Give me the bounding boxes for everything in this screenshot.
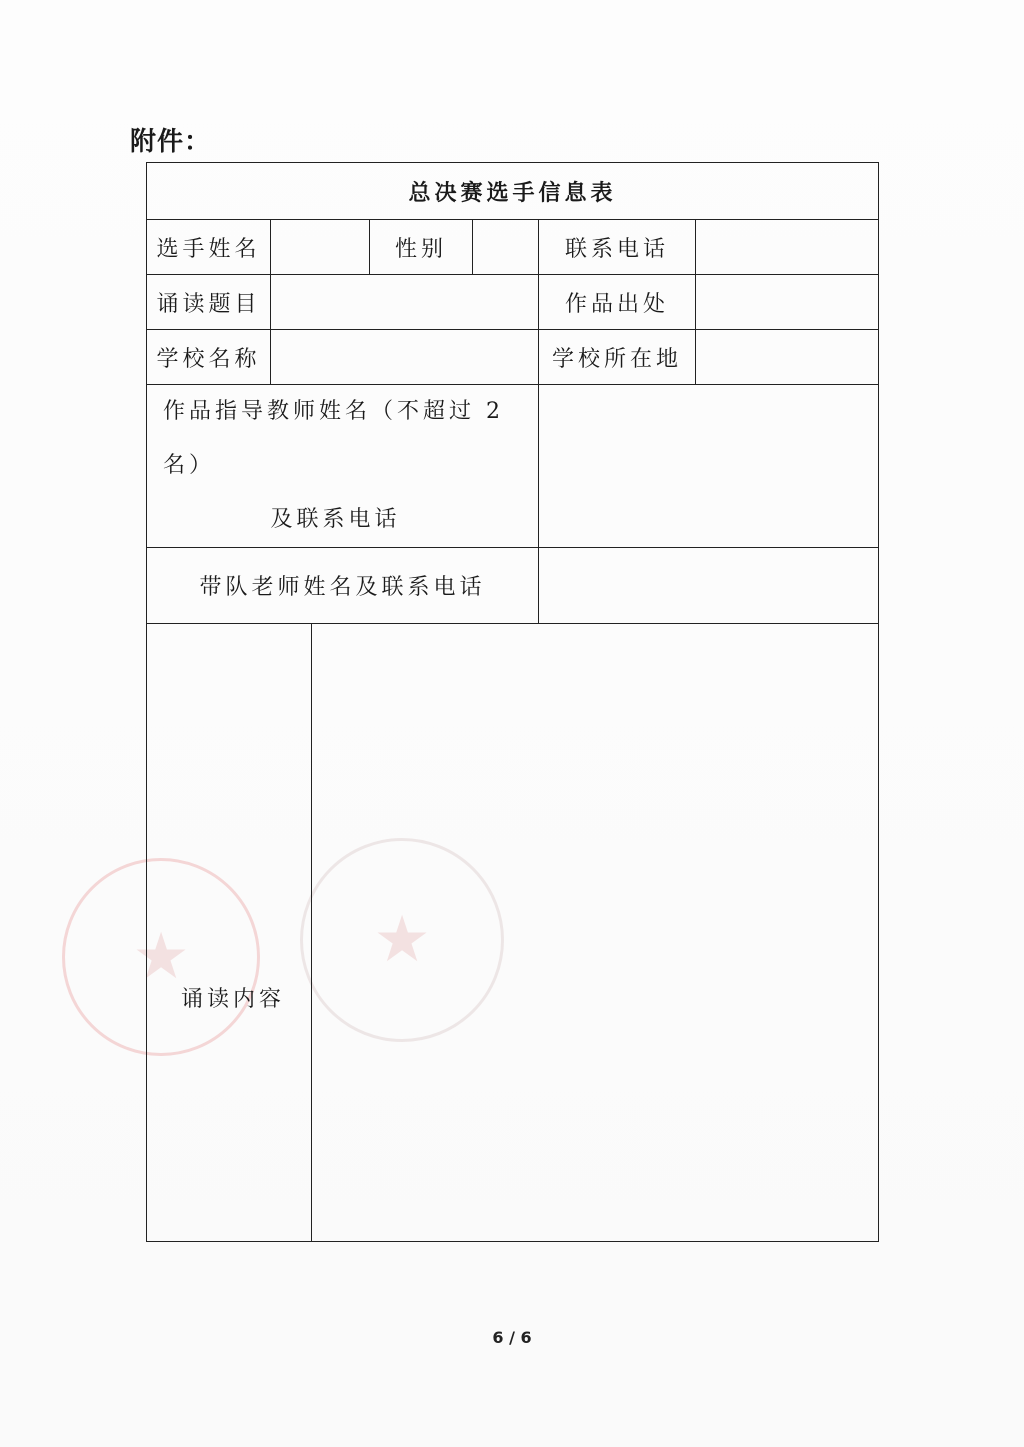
form-title: 总决赛选手信息表 (147, 163, 879, 220)
school-name-label: 学校名称 (147, 330, 271, 385)
recitation-content-field[interactable] (312, 624, 879, 1242)
school-location-label: 学校所在地 (539, 330, 696, 385)
contestant-info-form (146, 162, 879, 1242)
phone-label: 联系电话 (539, 220, 696, 275)
page-number: 6 / 6 (492, 1328, 532, 1347)
recitation-topic-label: 诵读题目 (147, 275, 271, 330)
gender-field[interactable] (473, 220, 539, 275)
school-location-field[interactable] (696, 330, 879, 385)
contestant-name-field[interactable] (271, 220, 370, 275)
phone-field[interactable] (696, 220, 879, 275)
gender-label: 性别 (370, 220, 473, 275)
team-leader-field[interactable] (539, 548, 879, 624)
instructor-label-line1: 作品指导教师姓名（不超过 2 名） (163, 399, 504, 478)
team-leader-label: 带队老师姓名及联系电话 (147, 548, 539, 624)
instructor-label (147, 385, 539, 548)
instructor-label-line2: 及联系电话 (270, 507, 401, 532)
seal-star-icon: ★ (373, 903, 431, 977)
recitation-content-label: 诵读内容 (147, 624, 312, 1242)
work-source-field[interactable] (696, 275, 879, 330)
seal-star-icon: ★ (132, 920, 190, 994)
work-source-label: 作品出处 (539, 275, 696, 330)
instructor-field[interactable] (539, 385, 879, 548)
contestant-name-label: 选手姓名 (147, 220, 271, 275)
recitation-topic-field[interactable] (271, 275, 539, 330)
school-name-field[interactable] (271, 330, 539, 385)
attachment-label: 附件： (130, 127, 212, 157)
